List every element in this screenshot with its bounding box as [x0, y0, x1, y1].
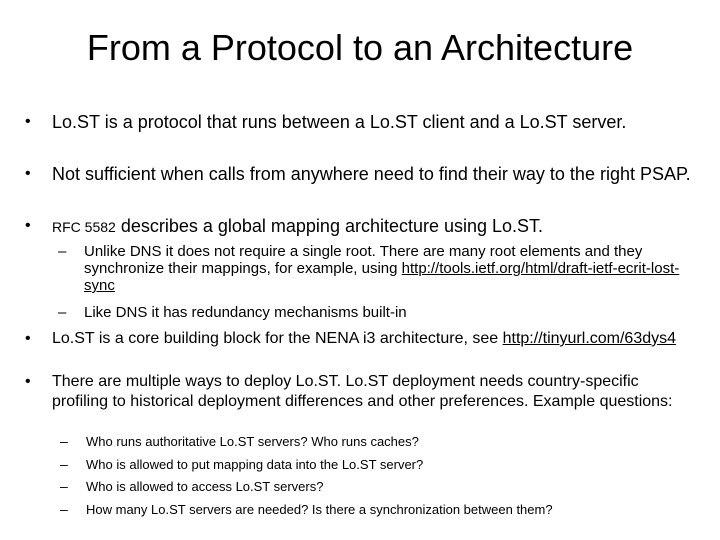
question-text: Who runs authoritative Lo.ST servers? Who runs caches? — [86, 434, 419, 449]
bullet-item — [25, 329, 692, 349]
bullet-dot: • — [25, 113, 31, 130]
bullet-dot: • — [25, 330, 31, 347]
sub-bullet-item — [58, 304, 694, 321]
lost-sync-link[interactable]: http://tools.ietf.org/html/draft-ietf-ecrit-lost-sync — [84, 260, 680, 294]
question-item — [60, 498, 686, 521]
bullet-dot: • — [25, 165, 31, 182]
question-item — [60, 430, 686, 453]
sub-bullet-item — [58, 243, 694, 294]
bullet-text: Not sufficient when calls from anywhere need to find their way to the right PSAP. — [52, 164, 691, 184]
rfc-reference: RFC 5582 — [52, 219, 116, 235]
bullet-text: There are multiple ways to deploy Lo.ST. Lo.ST deployment needs country-specific profiling to historical deployment differences and other preferences. Example questions: — [52, 373, 673, 410]
question-item — [60, 475, 686, 498]
question-text: Who is allowed to put mapping data into the Lo.ST server? — [86, 457, 424, 472]
question-item — [60, 453, 686, 476]
bullet-dot: • — [25, 373, 31, 390]
question-text: Who is allowed to access Lo.ST servers? — [86, 479, 324, 494]
slide-title: From a Protocol to an Architecture — [86, 27, 634, 68]
bullet-item — [25, 215, 692, 238]
dash-marker: – — [60, 456, 68, 472]
bullet-item — [25, 372, 692, 412]
sub-bullet-text: Unlike DNS it does not require a single root. There are many root elements and they synchronize their mappings, for example, using — [84, 243, 643, 277]
bullet-dot: • — [25, 217, 31, 234]
sub-bullet-text: Like DNS it has redundancy mechanisms built-in — [84, 304, 407, 321]
dash-marker: – — [60, 433, 68, 449]
dash-marker: – — [60, 501, 68, 517]
dash-marker: – — [60, 478, 68, 494]
question-text: How many Lo.ST servers are needed? Is there a synchronization between them? — [86, 502, 553, 517]
bullet-text: Lo.ST is a core building block for the NENA i3 architecture, see — [52, 330, 499, 347]
bullet-text: describes a global mapping architecture using Lo.ST. — [115, 216, 544, 236]
tinyurl-link[interactable]: http://tinyurl.com/63dys4 — [502, 330, 677, 347]
dash-marker: – — [58, 304, 67, 321]
bullet-item — [25, 163, 692, 185]
dash-marker: – — [58, 243, 67, 260]
bullet-item — [25, 111, 692, 133]
bullet-text: Lo.ST is a protocol that runs between a Lo.ST client and a Lo.ST server. — [52, 112, 627, 132]
